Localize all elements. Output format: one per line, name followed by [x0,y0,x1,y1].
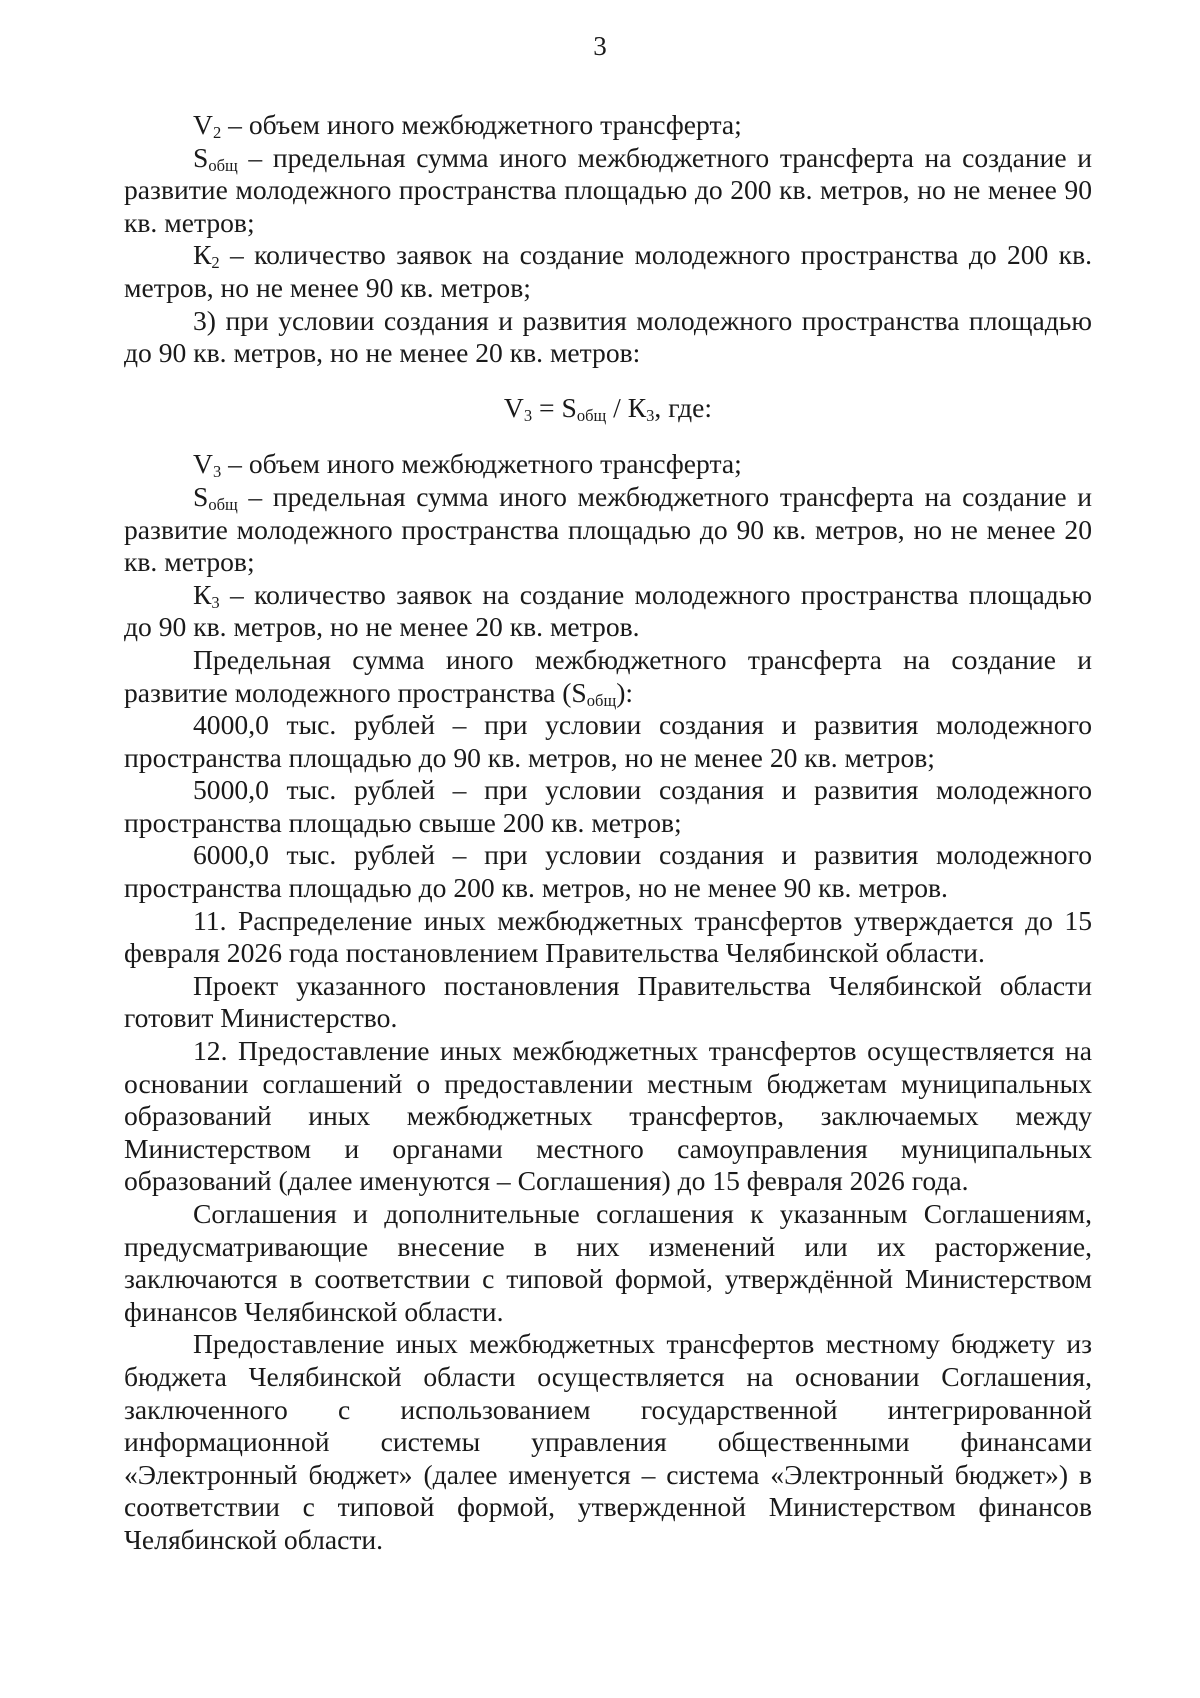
paragraph-item-11: 11. Распределение иных межбюджетных трансфертов утверждается до 15 февраля 2026 года постановлением Правительства Челябинской области. [124,904,1092,969]
paragraph-k2-definition: $К_2$ – количество заявок на создание молодежного пространства до 200 кв. метров, но не менее 90 кв. метров; [124,239,1092,303]
paragraph-item-12: 12. Предоставление иных межбюджетных трансфертов осуществляется на основании соглашений о предоставлении местным бюджетам муниципальных образований иных межбюджетных трансфертов, заключаемых между Министерством и органами местного самоуправления муниципальных образований (далее именуются – Соглашения) до 15 февраля 2026 года. [124,1035,1092,1197]
paragraph-s-total-90: $S_{общ}$ – предельная сумма иного межбюджетного трансферта на создание и развитие молодежного пространства площадью до 90 кв. метров, но не менее 20 кв. метров; [124,480,1092,578]
paragraph-electronic-budget: Предоставление иных межбюджетных трансфертов местному бюджету из бюджета Челябинской области осуществляется на основании Соглашения, заключенного с использованием государственной интегрированной информационной системы управления общественными финансами «Электронный бюджет» (далее именуется – система «Электронный бюджет») в соответствии с типовой формой, утвержденной Министерством финансов Челябинской области. [124,1328,1092,1555]
document-body [124,109,1092,1557]
paragraph-s-total-200: $S_{общ}$ – предельная сумма иного межбюджетного трансферта на создание и развитие молодежного пространства площадью до 200 кв. метров, но не менее 90 кв. метров; [124,141,1092,238]
paragraph-agreements: Соглашения и дополнительные соглашения к указанным Соглашениям, предусматривающие внесение в них изменений или их расторжение, заключаются в соответствии с типовой формой, утверждённой Министерством финансов Челябинской области. [124,1198,1092,1327]
paragraph-max-amount-intro: Предельная сумма иного межбюджетного трансферта на создание и развитие молодежного пространства $(S_{общ})$: [124,643,1092,710]
paragraph-amount-6000: 6000,0 тыс. рублей – при условии создания и развития молодежного пространства площадью до 200 кв. метров, но не менее 90 кв. метров. [124,839,1092,904]
paragraph-k3-definition: $К_3$ – количество заявок на создание молодежного пространства площадью до 90 кв. метров, но не менее 20 кв. метров. [124,578,1092,643]
paragraph-draft-resolution: Проект указанного постановления Правительства Челябинской области готовит Министерство. [124,969,1092,1034]
paragraph-v2-definition: $V_2$ – объем иного межбюджетного трансферта; [193,109,742,143]
paragraph-condition-3: 3) при условии создания и развития молодежного пространства площадью до 90 кв. метров, но не менее 20 кв. метров: [124,304,1092,369]
page-number: 3 [593,31,607,61]
paragraph-v3-definition: $V_3$ – объем иного межбюджетного трансферта; [193,448,742,482]
paragraph-amount-5000: 5000,0 тыс. рублей – при условии создания и развития молодежного пространства площадью свыше 200 кв. метров; [124,774,1092,838]
formula-v3: $V_3 = S_{общ} / К_3$, где: [503,391,713,425]
paragraph-amount-4000: 4000,0 тыс. рублей – при условии создания и развития молодежного пространства площадью до 90 кв. метров, но не менее 20 кв. метров; [124,709,1092,773]
